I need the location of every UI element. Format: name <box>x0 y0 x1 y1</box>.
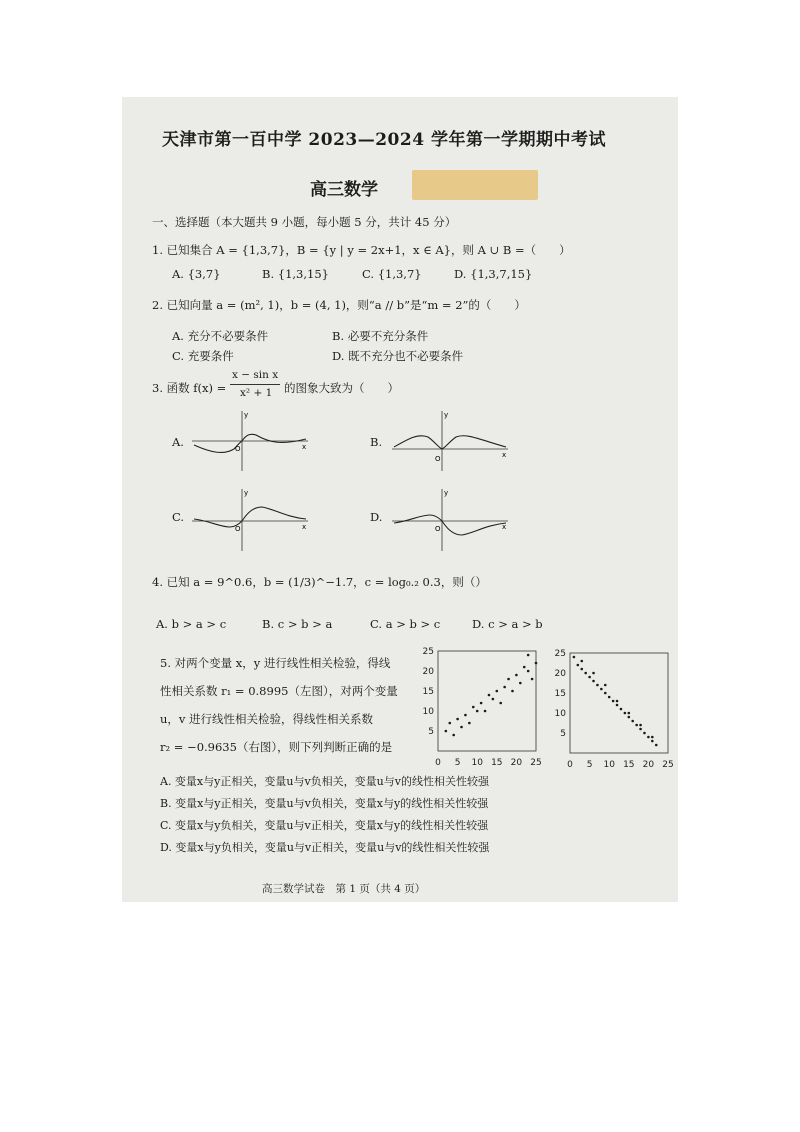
x-tick-label: 10 <box>603 760 615 770</box>
scatter-chart-right <box>546 647 674 771</box>
scatter-point <box>604 684 607 687</box>
origin-label: O <box>435 525 441 533</box>
scatter-point <box>604 692 607 695</box>
q4-option-b: B. c > b > a <box>262 617 333 631</box>
axis-x-label: x <box>302 443 307 451</box>
scatter-point <box>445 730 448 733</box>
scatter-point <box>496 690 499 693</box>
exam-sheet <box>122 97 678 902</box>
scatter-point <box>628 716 631 719</box>
scatter-point <box>480 702 483 705</box>
scatter-point <box>472 706 475 709</box>
scatter-point <box>616 704 619 707</box>
x-tick-label: 25 <box>662 760 674 770</box>
scatter-point <box>588 676 591 679</box>
q5-line-4: r₂ = −0.9635（右图），则下列判断正确的是 <box>160 740 393 754</box>
scatter-point <box>464 714 467 717</box>
origin-label: O <box>435 455 441 463</box>
y-tick-label: 15 <box>554 689 566 699</box>
scatter-point <box>448 722 451 725</box>
axis-x-label: x <box>502 523 507 531</box>
q3-stem-suffix: 的图象大致为（ ） <box>284 381 399 395</box>
y-tick-label: 20 <box>554 669 566 679</box>
x-tick-label: 10 <box>471 758 483 768</box>
scatter-point <box>620 708 623 711</box>
axis-y-label: y <box>444 411 449 419</box>
x-tick-label: 15 <box>623 760 635 770</box>
redaction-strip <box>412 170 538 200</box>
plot-frame <box>438 651 536 751</box>
q3-option-d: D. <box>370 510 383 524</box>
axis-y-label: y <box>444 489 449 497</box>
scatter-point <box>484 710 487 713</box>
q3-graph-c <box>190 485 310 555</box>
x-tick-label: 20 <box>510 758 523 768</box>
scatter-point <box>643 732 646 735</box>
scatter-point <box>499 702 502 705</box>
scatter-point <box>580 668 583 671</box>
exam-subtitle: 高三数学 <box>310 180 378 200</box>
scatter-point <box>492 698 495 701</box>
q1-option-c: C. {1,3,7} <box>362 267 422 281</box>
q5-line-3: u，v 进行线性相关检验，得线性相关系数 <box>160 712 374 726</box>
x-tick-label: 0 <box>435 758 441 768</box>
scatter-point <box>488 694 491 697</box>
q3-stem-prefix: 3. 函数 f(x) = <box>152 381 227 395</box>
y-tick-label: 25 <box>554 649 566 659</box>
q1-option-d: D. {1,3,7,15} <box>454 267 533 281</box>
q2-stem: 2. 已知向量 a = (m², 1)，b = (4, 1)，则“a // b”是“m = 2”的（ ） <box>152 298 526 312</box>
scatter-point <box>527 670 530 673</box>
q3-option-b: B. <box>370 435 383 449</box>
origin-label: O <box>235 445 241 453</box>
x-tick-label: 5 <box>586 760 593 770</box>
scatter-point <box>577 664 580 667</box>
axis-x-label: x <box>302 523 307 531</box>
scatter-point <box>468 722 471 725</box>
y-tick-label: 5 <box>560 729 566 739</box>
scatter-point <box>523 666 526 669</box>
q1-option-a: A. {3,7} <box>172 267 221 281</box>
exam-title: 天津市第一百中学 2023—2024 学年第一学期期中考试 <box>162 130 606 150</box>
scatter-point <box>647 736 650 739</box>
q2-option-b: B. 必要不充分条件 <box>332 329 429 343</box>
y-tick-label: 15 <box>422 687 434 697</box>
q5-line-2: 性相关系数 r₁ = 0.8995（左图），对两个变量 <box>160 684 398 698</box>
scatter-point <box>592 680 595 683</box>
q3-option-c: C. <box>172 510 185 524</box>
scatter-point <box>573 656 576 659</box>
scatter-point <box>503 686 506 689</box>
scatter-point <box>612 700 615 703</box>
q5-line-1: 5. 对两个变量 x，y 进行线性相关检验，得线 <box>160 656 391 670</box>
axis-y-label: y <box>244 411 249 419</box>
scatter-point <box>628 712 631 715</box>
q1-stem: 1. 已知集合 A = {1,3,7}，B = {y | y = 2x+1，x ∈ A}，则 A ∪ B =（ ） <box>152 243 571 257</box>
x-tick-label: 25 <box>530 758 542 768</box>
q1-option-b: B. {1,3,15} <box>262 267 329 281</box>
q2-option-a: A. 充分不必要条件 <box>172 329 269 343</box>
scatter-point <box>600 688 603 691</box>
x-tick-label: 0 <box>567 760 573 770</box>
y-tick-label: 20 <box>422 667 434 677</box>
q3-numerator: x − sin x <box>232 369 279 381</box>
q5-option-a: A. 变量x与y正相关，变量u与v负相关，变量u与v的线性相关性较强 <box>160 775 489 788</box>
y-tick-label: 10 <box>554 709 566 719</box>
scatter-point <box>616 700 619 703</box>
scatter-point <box>655 744 658 747</box>
scatter-point <box>531 678 534 681</box>
scatter-point <box>456 718 459 721</box>
q4-option-c: C. a > b > c <box>370 617 441 631</box>
axis-y-label: y <box>244 489 249 497</box>
scatter-point <box>511 690 514 693</box>
q3-graph-a <box>190 405 310 475</box>
y-tick-label: 25 <box>422 647 434 657</box>
q5-option-c: C. 变量x与y负相关，变量u与v正相关，变量x与y的线性相关性较强 <box>160 819 489 832</box>
plot-frame <box>570 653 668 753</box>
scatter-point <box>476 710 479 713</box>
scatter-point <box>624 712 627 715</box>
q2-option-c: C. 充要条件 <box>172 349 234 363</box>
x-tick-label: 20 <box>642 760 655 770</box>
y-tick-label: 10 <box>422 707 434 717</box>
q4-option-a: A. b > a > c <box>156 617 227 631</box>
scatter-point <box>452 734 455 737</box>
scatter-point <box>460 726 463 729</box>
section-heading: 一、选择题（本大题共 9 小题，每小题 5 分，共计 45 分） <box>152 215 457 229</box>
x-tick-label: 5 <box>454 758 461 768</box>
y-tick-label: 5 <box>428 727 434 737</box>
q4-stem: 4. 已知 a = 9^0.6，b = (1/3)^−1.7，c = log₀.₂ 0.3，则（） <box>152 575 487 589</box>
scatter-point <box>515 674 518 677</box>
scatter-point <box>651 736 654 739</box>
scatter-point <box>639 728 642 731</box>
fraction-bar <box>230 384 280 385</box>
page-footer: 高三数学试卷 第 1 页（共 4 页） <box>262 883 426 895</box>
q3-graph-b <box>390 405 510 475</box>
scatter-point <box>651 740 654 743</box>
scatter-chart-left <box>414 645 542 769</box>
scatter-point <box>635 724 638 727</box>
q2-option-d: D. 既不充分也不必要条件 <box>332 349 464 363</box>
scatter-point <box>580 660 583 663</box>
q3-denominator: x² + 1 <box>240 387 273 399</box>
scatter-point <box>596 684 599 687</box>
x-tick-label: 15 <box>491 758 503 768</box>
scatter-point <box>631 720 634 723</box>
scatter-point <box>535 662 538 665</box>
axis-x-label: x <box>502 451 507 459</box>
scatter-point <box>608 696 611 699</box>
scatter-point <box>527 654 530 657</box>
origin-label: O <box>235 525 241 533</box>
scatter-point <box>592 672 595 675</box>
scatter-point <box>519 682 522 685</box>
scatter-point <box>507 678 510 681</box>
q4-option-d: D. c > a > b <box>472 617 543 631</box>
q5-option-b: B. 变量x与y正相关，变量u与v负相关，变量x与y的线性相关性较强 <box>160 797 489 810</box>
scatter-point <box>584 672 587 675</box>
q5-option-d: D. 变量x与y负相关，变量u与v正相关，变量u与v的线性相关性较强 <box>160 841 490 854</box>
q3-option-a: A. <box>172 435 184 449</box>
scatter-point <box>639 724 642 727</box>
q3-graph-d <box>390 485 510 555</box>
